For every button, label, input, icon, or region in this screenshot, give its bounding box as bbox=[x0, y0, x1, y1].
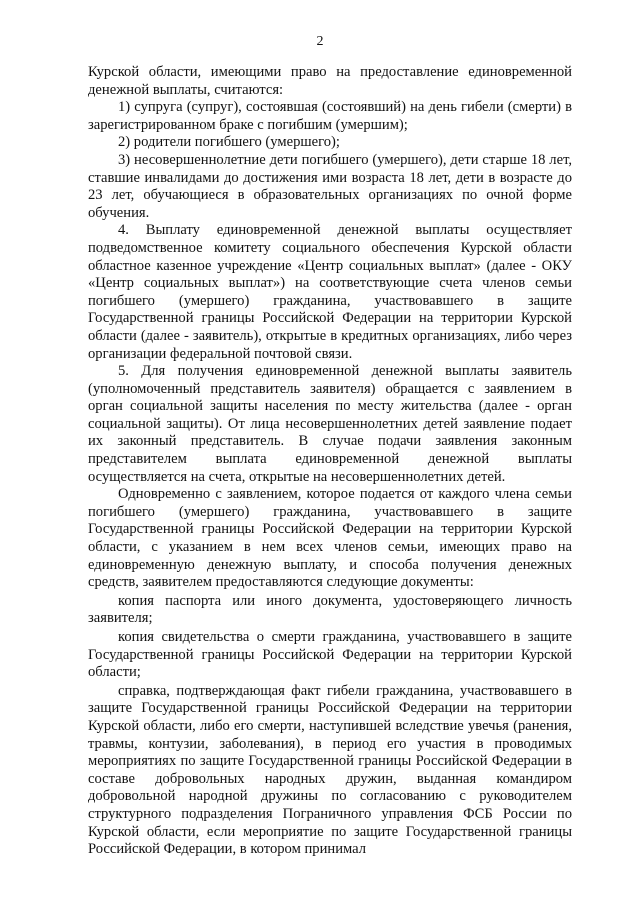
page-number: 2 bbox=[316, 34, 324, 49]
paragraph: 4. Выплату единовременной денежной выплаты осуществляет подведомственное комитету социального обеспечения Курской области областное казенное учреждение «Центр социальных выплат» (далее - ОКУ «Центр социальных выплат») на соответствующие счета членов семьи погибшего (умершего) гражданина, участвовавшего в защите Государственной границы Российской Федерации на территории Курской области (далее - заявитель), открытые в кредитных организациях, либо через организации федеральной почтовой связи. bbox=[88, 222, 572, 362]
paragraph: справка, подтверждающая факт гибели гражданина, участвовавшего в защите Государственной границы Российской Федерации на территории Курской области, либо его смерти, наступившей вследствие увечья (ранения, травмы, контузии, заболевания), в период его участия в проводимых мероприятиях по защите Государственной границы Российской Федерации в составе добровольных народных дружин, выданная командиром добровольной народной дружины по согласованию с руководителем структурного подразделения Пограничного управления ФСБ России по Курской области, если мероприятие по защите Государственной границы Российской Федерации, в котором принимал bbox=[88, 682, 572, 858]
paragraph: Одновременно с заявлением, которое подается от каждого члена семьи погибшего (умершего) гражданина, участвовавшего в защите Государственной границы Российской Федерации на территории Курской области, с указанием в нем всех членов семьи, имеющих право на единовременную денежную выплату, и способа получения денежных средств, заявителем предоставляются следующие документы: bbox=[88, 486, 572, 591]
document-body bbox=[88, 64, 572, 859]
paragraph: копия свидетельства о смерти гражданина, участвовавшего в защите Государственной границы Российской Федерации на территории Курской области; bbox=[88, 629, 572, 681]
paragraph: Курской области, имеющими право на предоставление единовременной денежной выплаты, считаются: bbox=[88, 64, 572, 98]
paragraph: 3) несовершеннолетние дети погибшего (умершего), дети старше 18 лет, ставшие инвалидами до достижения ими возраста 18 лет, дети в возрасте до 23 лет, обучающиеся в образовательных организациях по очной форме обучения. bbox=[88, 151, 572, 221]
paragraph: 2) родители погибшего (умершего); bbox=[118, 134, 340, 151]
paragraph: копия паспорта или иного документа, удостоверяющего личность заявителя; bbox=[88, 592, 572, 627]
paragraph: 5. Для получения единовременной денежной выплаты заявитель (уполномоченный представитель заявителя) обращается с заявлением в орган социальной защиты населения по месту жительства (далее - орган социальной защиты). От лица несовершеннолетних детей заявление подает их законный представитель. В случае подачи заявления законным представителем выплата единовременной денежной выплаты осуществляется на счета, открытые на несовершеннолетних детей. bbox=[88, 363, 572, 485]
paragraph: 1) супруга (супруг), состоявшая (состоявший) на день гибели (смерти) в зарегистрированном браке с погибшим (умершим); bbox=[88, 99, 572, 133]
